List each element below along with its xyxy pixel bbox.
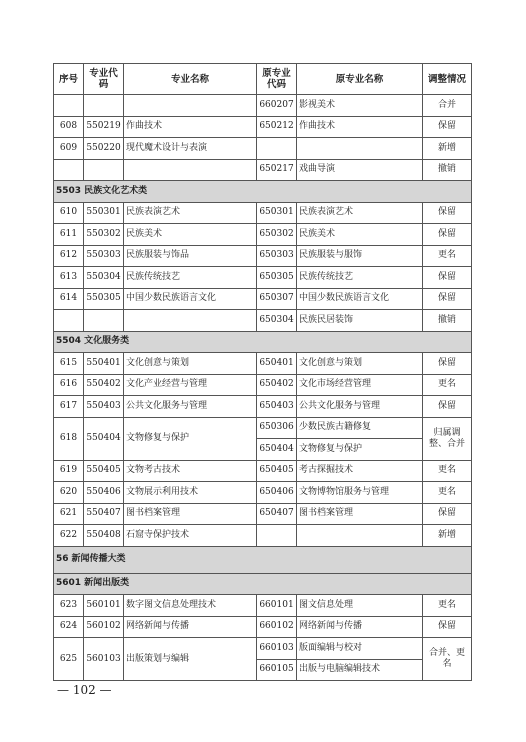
table-row bbox=[54, 116, 472, 138]
original-major-code: 660101 bbox=[257, 595, 297, 617]
serial-number: 621 bbox=[54, 503, 84, 525]
major-name: 数字图文信息处理技术 bbox=[124, 595, 257, 617]
major-name: 文物展示利用技术 bbox=[124, 482, 257, 504]
major-name: 民族传统技艺 bbox=[124, 267, 257, 289]
serial-number: 623 bbox=[54, 595, 84, 617]
table-row bbox=[54, 396, 472, 418]
major-code bbox=[84, 95, 124, 117]
original-major-name: 作曲技术 bbox=[297, 116, 423, 138]
adjustment-status: 更名 bbox=[423, 482, 472, 504]
original-major-code: 650217 bbox=[257, 159, 297, 181]
original-major-name: 民族服装与服饰 bbox=[297, 245, 423, 267]
major-name: 石窟寺保护技术 bbox=[124, 525, 257, 547]
serial-number bbox=[54, 95, 84, 117]
subcategory-header-row bbox=[54, 331, 472, 353]
table-body bbox=[54, 95, 472, 681]
original-major-name: 网络新闻与传播 bbox=[297, 616, 423, 638]
major-code: 560103 bbox=[84, 638, 124, 681]
major-name: 作曲技术 bbox=[124, 116, 257, 138]
major-name: 出版策划与编辑 bbox=[124, 638, 257, 681]
original-major-name: 文物修复与保护 bbox=[297, 439, 423, 461]
subcategory-header-row bbox=[54, 573, 472, 595]
original-major-code: 650404 bbox=[257, 439, 297, 461]
table-row bbox=[54, 525, 472, 547]
original-major-name: 少数民族古籍修复 bbox=[297, 417, 423, 439]
major-code: 550407 bbox=[84, 503, 124, 525]
table-row bbox=[54, 224, 472, 246]
major-code: 550401 bbox=[84, 353, 124, 375]
header-code: 专业代码 bbox=[84, 64, 124, 95]
major-code: 550402 bbox=[84, 374, 124, 396]
major-code: 550408 bbox=[84, 525, 124, 547]
table-row bbox=[54, 245, 472, 267]
header-adjust: 调整情况 bbox=[423, 64, 472, 95]
subcategory-header-row bbox=[54, 181, 472, 203]
major-name: 文物修复与保护 bbox=[124, 417, 257, 460]
section-title bbox=[54, 546, 472, 573]
original-major-name: 民族表演艺术 bbox=[297, 202, 423, 224]
adjustment-status: 合并 bbox=[423, 95, 472, 117]
original-major-name: 图书档案管理 bbox=[297, 503, 423, 525]
serial-number: 620 bbox=[54, 482, 84, 504]
adjustment-status: 归属调整、合并 bbox=[423, 417, 472, 460]
adjustment-status: 更名 bbox=[423, 245, 472, 267]
major-code: 550304 bbox=[84, 267, 124, 289]
original-major-name: 文化市场经营管理 bbox=[297, 374, 423, 396]
original-major-name: 文化创意与策划 bbox=[297, 353, 423, 375]
adjustment-status: 更名 bbox=[423, 460, 472, 482]
major-name: 文化创意与策划 bbox=[124, 353, 257, 375]
original-major-code: 650304 bbox=[257, 310, 297, 332]
major-code bbox=[84, 310, 124, 332]
header-orig-name: 原专业名称 bbox=[297, 64, 423, 95]
major-code: 560102 bbox=[84, 616, 124, 638]
section-code: 5601 bbox=[56, 578, 82, 589]
original-major-code: 650407 bbox=[257, 503, 297, 525]
original-major-name: 戏曲导演 bbox=[297, 159, 423, 181]
serial-number bbox=[54, 310, 84, 332]
original-major-code: 660103 bbox=[257, 638, 297, 660]
major-name: 文化产业经营与管理 bbox=[124, 374, 257, 396]
original-major-name bbox=[297, 138, 423, 160]
major-catalog-table bbox=[53, 63, 472, 681]
major-code: 560101 bbox=[84, 595, 124, 617]
header-no: 序号 bbox=[54, 64, 84, 95]
original-major-name: 影视美术 bbox=[297, 95, 423, 117]
adjustment-status: 撤销 bbox=[423, 310, 472, 332]
table-row bbox=[54, 288, 472, 310]
original-major-code: 650307 bbox=[257, 288, 297, 310]
header-orig-code: 原专业代码 bbox=[257, 64, 297, 95]
table-row bbox=[54, 353, 472, 375]
original-major-code: 650406 bbox=[257, 482, 297, 504]
serial-number: 618 bbox=[54, 417, 84, 460]
serial-number: 613 bbox=[54, 267, 84, 289]
adjustment-status: 保留 bbox=[423, 396, 472, 418]
adjustment-status: 新增 bbox=[423, 138, 472, 160]
section-label: 民族文化艺术类 bbox=[84, 185, 148, 196]
original-major-code: 650305 bbox=[257, 267, 297, 289]
original-major-code: 650212 bbox=[257, 116, 297, 138]
serial-number bbox=[54, 159, 84, 181]
original-major-name: 民族美术 bbox=[297, 224, 423, 246]
adjustment-status: 保留 bbox=[423, 353, 472, 375]
original-major-code: 660102 bbox=[257, 616, 297, 638]
original-major-code: 650405 bbox=[257, 460, 297, 482]
major-code: 550301 bbox=[84, 202, 124, 224]
serial-number: 615 bbox=[54, 353, 84, 375]
adjustment-status: 撤销 bbox=[423, 159, 472, 181]
original-major-code: 650401 bbox=[257, 353, 297, 375]
table-row bbox=[54, 310, 472, 332]
adjustment-status: 保留 bbox=[423, 503, 472, 525]
original-major-name: 公共文化服务与管理 bbox=[297, 396, 423, 418]
major-name: 民族表演艺术 bbox=[124, 202, 257, 224]
adjustment-status: 保留 bbox=[423, 616, 472, 638]
section-label: 新闻传播大类 bbox=[71, 554, 126, 564]
section-label: 文化服务类 bbox=[84, 336, 130, 347]
adjustment-status: 更名 bbox=[423, 595, 472, 617]
adjustment-status: 新增 bbox=[423, 525, 472, 547]
original-major-name bbox=[297, 525, 423, 547]
major-code bbox=[84, 159, 124, 181]
original-major-code: 660207 bbox=[257, 95, 297, 117]
original-major-code: 650301 bbox=[257, 202, 297, 224]
major-code: 550219 bbox=[84, 116, 124, 138]
table-row bbox=[54, 202, 472, 224]
original-major-name: 中国少数民族语言文化 bbox=[297, 288, 423, 310]
adjustment-status: 保留 bbox=[423, 224, 472, 246]
original-major-name: 图文信息处理 bbox=[297, 595, 423, 617]
major-name: 民族美术 bbox=[124, 224, 257, 246]
table-row bbox=[54, 374, 472, 396]
adjustment-status: 保留 bbox=[423, 202, 472, 224]
table-row bbox=[54, 138, 472, 160]
table-row bbox=[54, 616, 472, 638]
table-row bbox=[54, 503, 472, 525]
table-row bbox=[54, 267, 472, 289]
header-name: 专业名称 bbox=[124, 64, 257, 95]
major-code: 550403 bbox=[84, 396, 124, 418]
major-code: 550220 bbox=[84, 138, 124, 160]
major-name: 中国少数民族语言文化 bbox=[124, 288, 257, 310]
major-name bbox=[124, 159, 257, 181]
serial-number: 616 bbox=[54, 374, 84, 396]
table-row bbox=[54, 95, 472, 117]
serial-number: 625 bbox=[54, 638, 84, 681]
adjustment-status: 保留 bbox=[423, 116, 472, 138]
section-title bbox=[54, 573, 472, 595]
original-major-code: 650403 bbox=[257, 396, 297, 418]
section-title bbox=[54, 181, 472, 203]
serial-number: 608 bbox=[54, 116, 84, 138]
serial-number: 610 bbox=[54, 202, 84, 224]
original-major-code: 660105 bbox=[257, 659, 297, 681]
major-code: 550406 bbox=[84, 482, 124, 504]
major-name: 现代魔术设计与表演 bbox=[124, 138, 257, 160]
section-title bbox=[54, 331, 472, 353]
serial-number: 612 bbox=[54, 245, 84, 267]
section-code: 5503 bbox=[56, 185, 82, 196]
adjustment-status: 合并、更名 bbox=[423, 638, 472, 681]
adjustment-status: 保留 bbox=[423, 267, 472, 289]
major-code: 550405 bbox=[84, 460, 124, 482]
serial-number: 611 bbox=[54, 224, 84, 246]
serial-number: 624 bbox=[54, 616, 84, 638]
original-major-code bbox=[257, 138, 297, 160]
major-name: 图书档案管理 bbox=[124, 503, 257, 525]
major-name bbox=[124, 95, 257, 117]
serial-number: 619 bbox=[54, 460, 84, 482]
original-major-name: 考古探掘技术 bbox=[297, 460, 423, 482]
section-label: 新闻出版类 bbox=[84, 578, 130, 589]
adjustment-status: 更名 bbox=[423, 374, 472, 396]
table-row bbox=[54, 638, 472, 660]
table-row bbox=[54, 460, 472, 482]
major-code: 550302 bbox=[84, 224, 124, 246]
original-major-code bbox=[257, 525, 297, 547]
major-name: 文物考古技术 bbox=[124, 460, 257, 482]
major-code: 550303 bbox=[84, 245, 124, 267]
section-code: 56 bbox=[56, 554, 69, 564]
serial-number: 609 bbox=[54, 138, 84, 160]
original-major-name: 出版与电脑编辑技术 bbox=[297, 659, 423, 681]
table-row bbox=[54, 595, 472, 617]
serial-number: 614 bbox=[54, 288, 84, 310]
serial-number: 622 bbox=[54, 525, 84, 547]
original-major-code: 650303 bbox=[257, 245, 297, 267]
original-major-name: 民族传统技艺 bbox=[297, 267, 423, 289]
major-code: 550305 bbox=[84, 288, 124, 310]
section-code: 5504 bbox=[56, 336, 82, 347]
category-header-row bbox=[54, 546, 472, 573]
table-row bbox=[54, 417, 472, 439]
table-header-row bbox=[54, 64, 472, 95]
original-major-name: 文物博物馆服务与管理 bbox=[297, 482, 423, 504]
original-major-name: 民族民居装饰 bbox=[297, 310, 423, 332]
table-row bbox=[54, 482, 472, 504]
major-code: 550404 bbox=[84, 417, 124, 460]
major-name: 民族服装与饰品 bbox=[124, 245, 257, 267]
adjustment-status: 保留 bbox=[423, 288, 472, 310]
page-number: — 102 — bbox=[57, 683, 112, 697]
major-name: 公共文化服务与管理 bbox=[124, 396, 257, 418]
original-major-code: 650302 bbox=[257, 224, 297, 246]
original-major-name: 版面编辑与校对 bbox=[297, 638, 423, 660]
major-name bbox=[124, 310, 257, 332]
major-name: 网络新闻与传播 bbox=[124, 616, 257, 638]
original-major-code: 650402 bbox=[257, 374, 297, 396]
serial-number: 617 bbox=[54, 396, 84, 418]
original-major-code: 650306 bbox=[257, 417, 297, 439]
table-row bbox=[54, 159, 472, 181]
